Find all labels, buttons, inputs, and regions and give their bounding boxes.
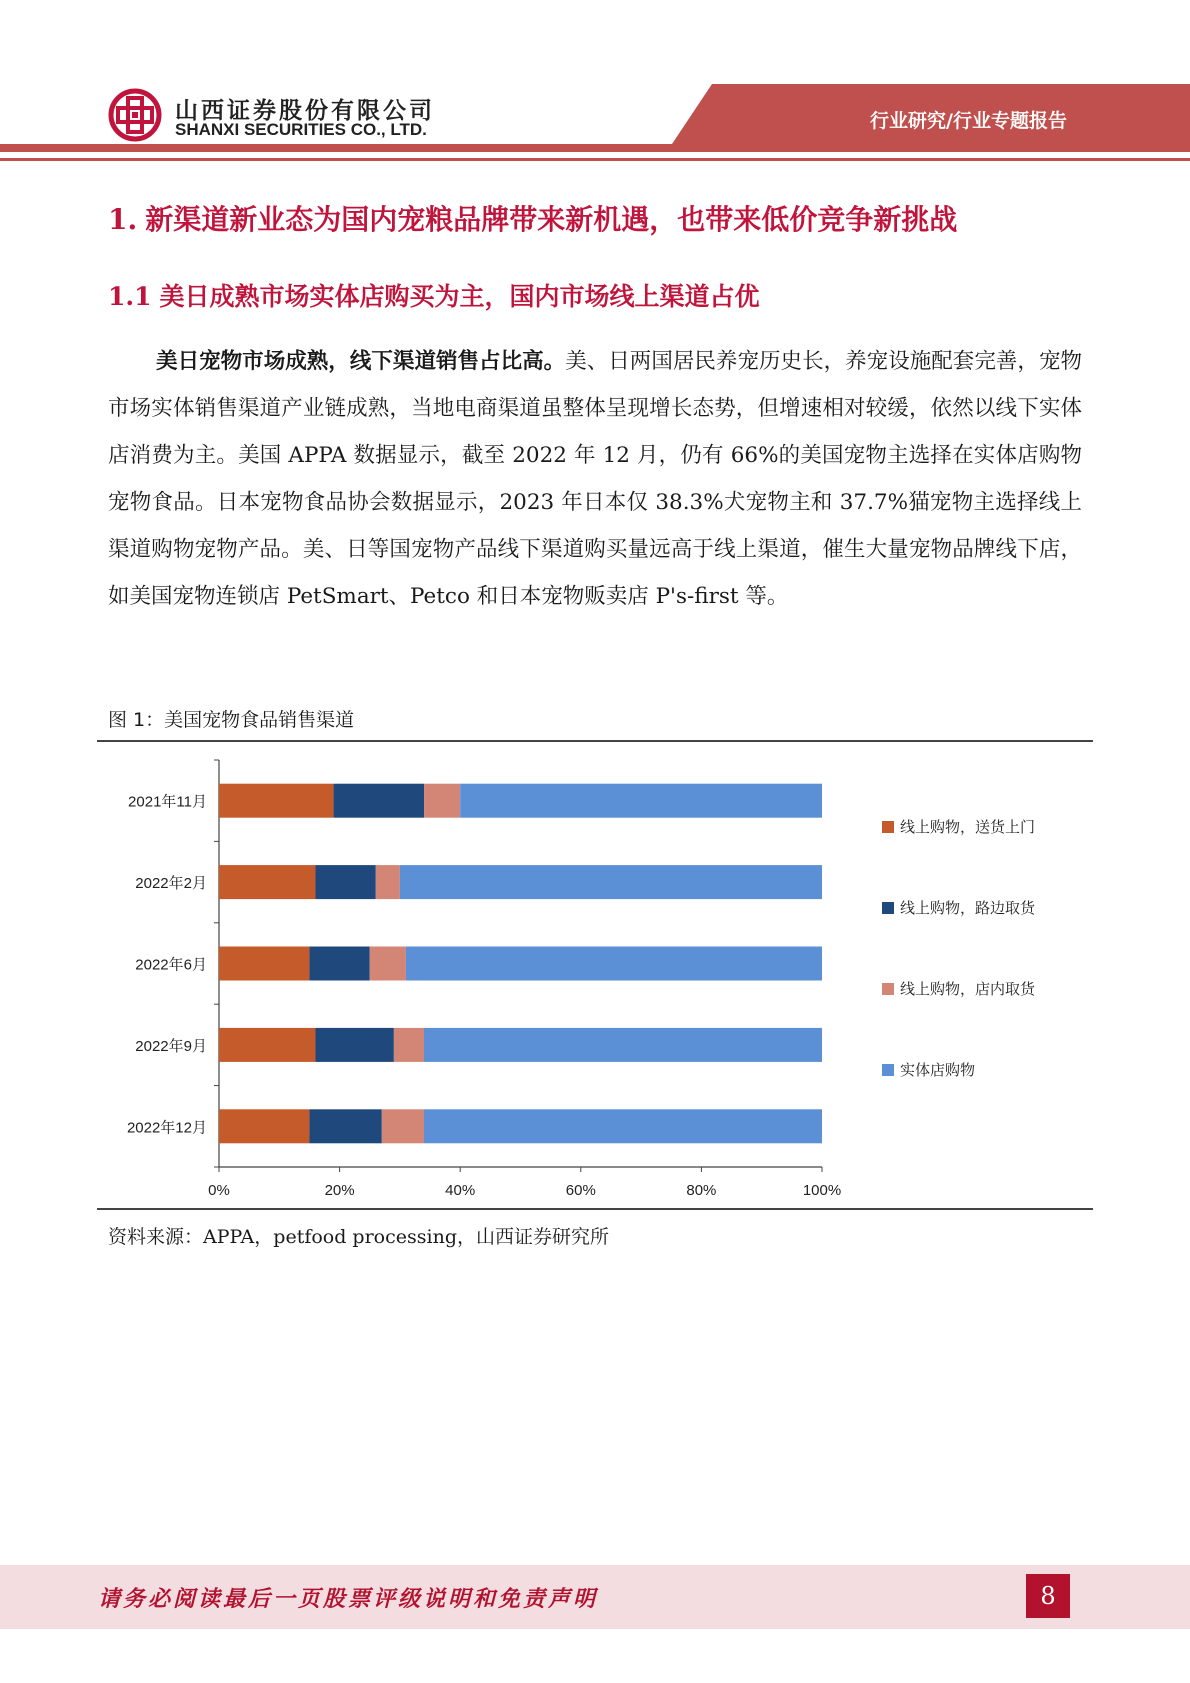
- legend-swatch: [882, 983, 894, 995]
- bar-segment-3: [376, 865, 400, 899]
- source-label: 资料来源：: [108, 1226, 204, 1248]
- page-number: 8: [1026, 1574, 1070, 1618]
- section-title: 新渠道新业态为国内宠粮品牌带来新机遇，也带来低价竞争新挑战: [145, 203, 958, 236]
- bar-segment-4: [460, 784, 822, 818]
- bar-segment-4: [400, 865, 822, 899]
- legend-label: 实体店购物: [900, 1061, 976, 1079]
- y-tick-label: 2022年9月: [135, 1037, 207, 1055]
- x-tick-label: 0%: [208, 1182, 230, 1199]
- company-name-cn: 山西证券股份有限公司: [175, 98, 435, 124]
- bar-segment-4: [424, 1028, 822, 1062]
- figure-top-rule: [97, 740, 1093, 742]
- bar-segment-3: [382, 1109, 424, 1143]
- figure-source: [108, 1222, 609, 1249]
- bar-segment-1: [219, 1109, 309, 1143]
- bar-segment-4: [406, 947, 822, 981]
- bar-segment-3: [394, 1028, 424, 1062]
- x-tick-label: 40%: [445, 1182, 476, 1199]
- bar-segment-3: [370, 947, 406, 981]
- bar-segment-1: [219, 1028, 315, 1062]
- company-name-en: SHANXI SECURITIES CO., LTD.: [175, 120, 427, 139]
- stacked-bar-chart: [97, 745, 1093, 1205]
- paragraph-text: 美、日两国居民养宠历史长，养宠设施配套完善，宠物市场实体销售渠道产业链成熟，当地电商渠道虽整体呈现增长态势，但增速相对较缓，依然以线下实体店消费为主。美国 APPA 数据显示，截至 2022 年 12 月，仍有 66%的美国宠物主选择在实体店购物宠物食品。日本宠物食品协会数据显示，2023 年日本仅 38.3%犬宠物主和 37.7%猫宠物主选择线上渠道购物宠物产品。美、日等国宠物产品线下渠道购买量远高于线上渠道，催生大量宠物品牌线下店，如美国宠物连锁店 PetSmart、Petco 和日本宠物贩卖店 P's-first 等。: [108, 349, 1082, 609]
- bar-segment-1: [219, 947, 309, 981]
- bar-segment-2: [315, 1028, 393, 1062]
- legend-swatch: [882, 1064, 894, 1076]
- bar-segment-2: [334, 784, 424, 818]
- legend-swatch: [882, 821, 894, 833]
- bar-segment-1: [219, 865, 315, 899]
- y-tick-label: 2021年11月: [128, 793, 207, 811]
- bar-segment-2: [315, 865, 375, 899]
- subsection-title: 美日成熟市场实体店购买为主，国内市场线上渠道占优: [159, 282, 760, 311]
- x-tick-label: 20%: [324, 1182, 355, 1199]
- company-logo-icon: [108, 88, 162, 142]
- bar-segment-4: [424, 1109, 822, 1143]
- y-tick-label: 2022年2月: [135, 875, 207, 893]
- y-tick-label: 2022年12月: [126, 1119, 207, 1137]
- subsection-number: 1.1: [108, 282, 152, 311]
- page-header: [0, 0, 1190, 160]
- paragraph-lead: 美日宠物市场成熟，线下渠道销售占比高。: [156, 349, 566, 374]
- source-text: APPA，petfood processing，山西证券研究所: [203, 1226, 609, 1248]
- bar-segment-3: [424, 784, 460, 818]
- subsection-heading: [108, 277, 760, 313]
- legend-label: 线上购物，店内取货: [900, 980, 1036, 998]
- disclaimer-note: 请务必阅读最后一页股票评级说明和免责声明: [98, 1586, 599, 1612]
- x-tick-label: 80%: [686, 1182, 717, 1199]
- report-type-label: 行业研究/行业专题报告: [870, 110, 1067, 132]
- legend-label: 线上购物，送货上门: [900, 818, 1036, 836]
- bar-segment-1: [219, 784, 334, 818]
- body-paragraph: [108, 338, 1082, 620]
- section-number: 1.: [108, 203, 138, 236]
- bar-segment-2: [309, 1109, 381, 1143]
- y-tick-label: 2022年6月: [135, 956, 207, 974]
- x-tick-label: 100%: [802, 1182, 842, 1199]
- x-tick-label: 60%: [565, 1182, 596, 1199]
- legend-label: 线上购物，路边取货: [900, 899, 1036, 917]
- legend-swatch: [882, 902, 894, 914]
- figure-title: 图 1：美国宠物食品销售渠道: [108, 709, 355, 731]
- figure-bottom-rule: [97, 1208, 1093, 1210]
- bar-segment-2: [309, 947, 369, 981]
- section-heading: [108, 198, 957, 238]
